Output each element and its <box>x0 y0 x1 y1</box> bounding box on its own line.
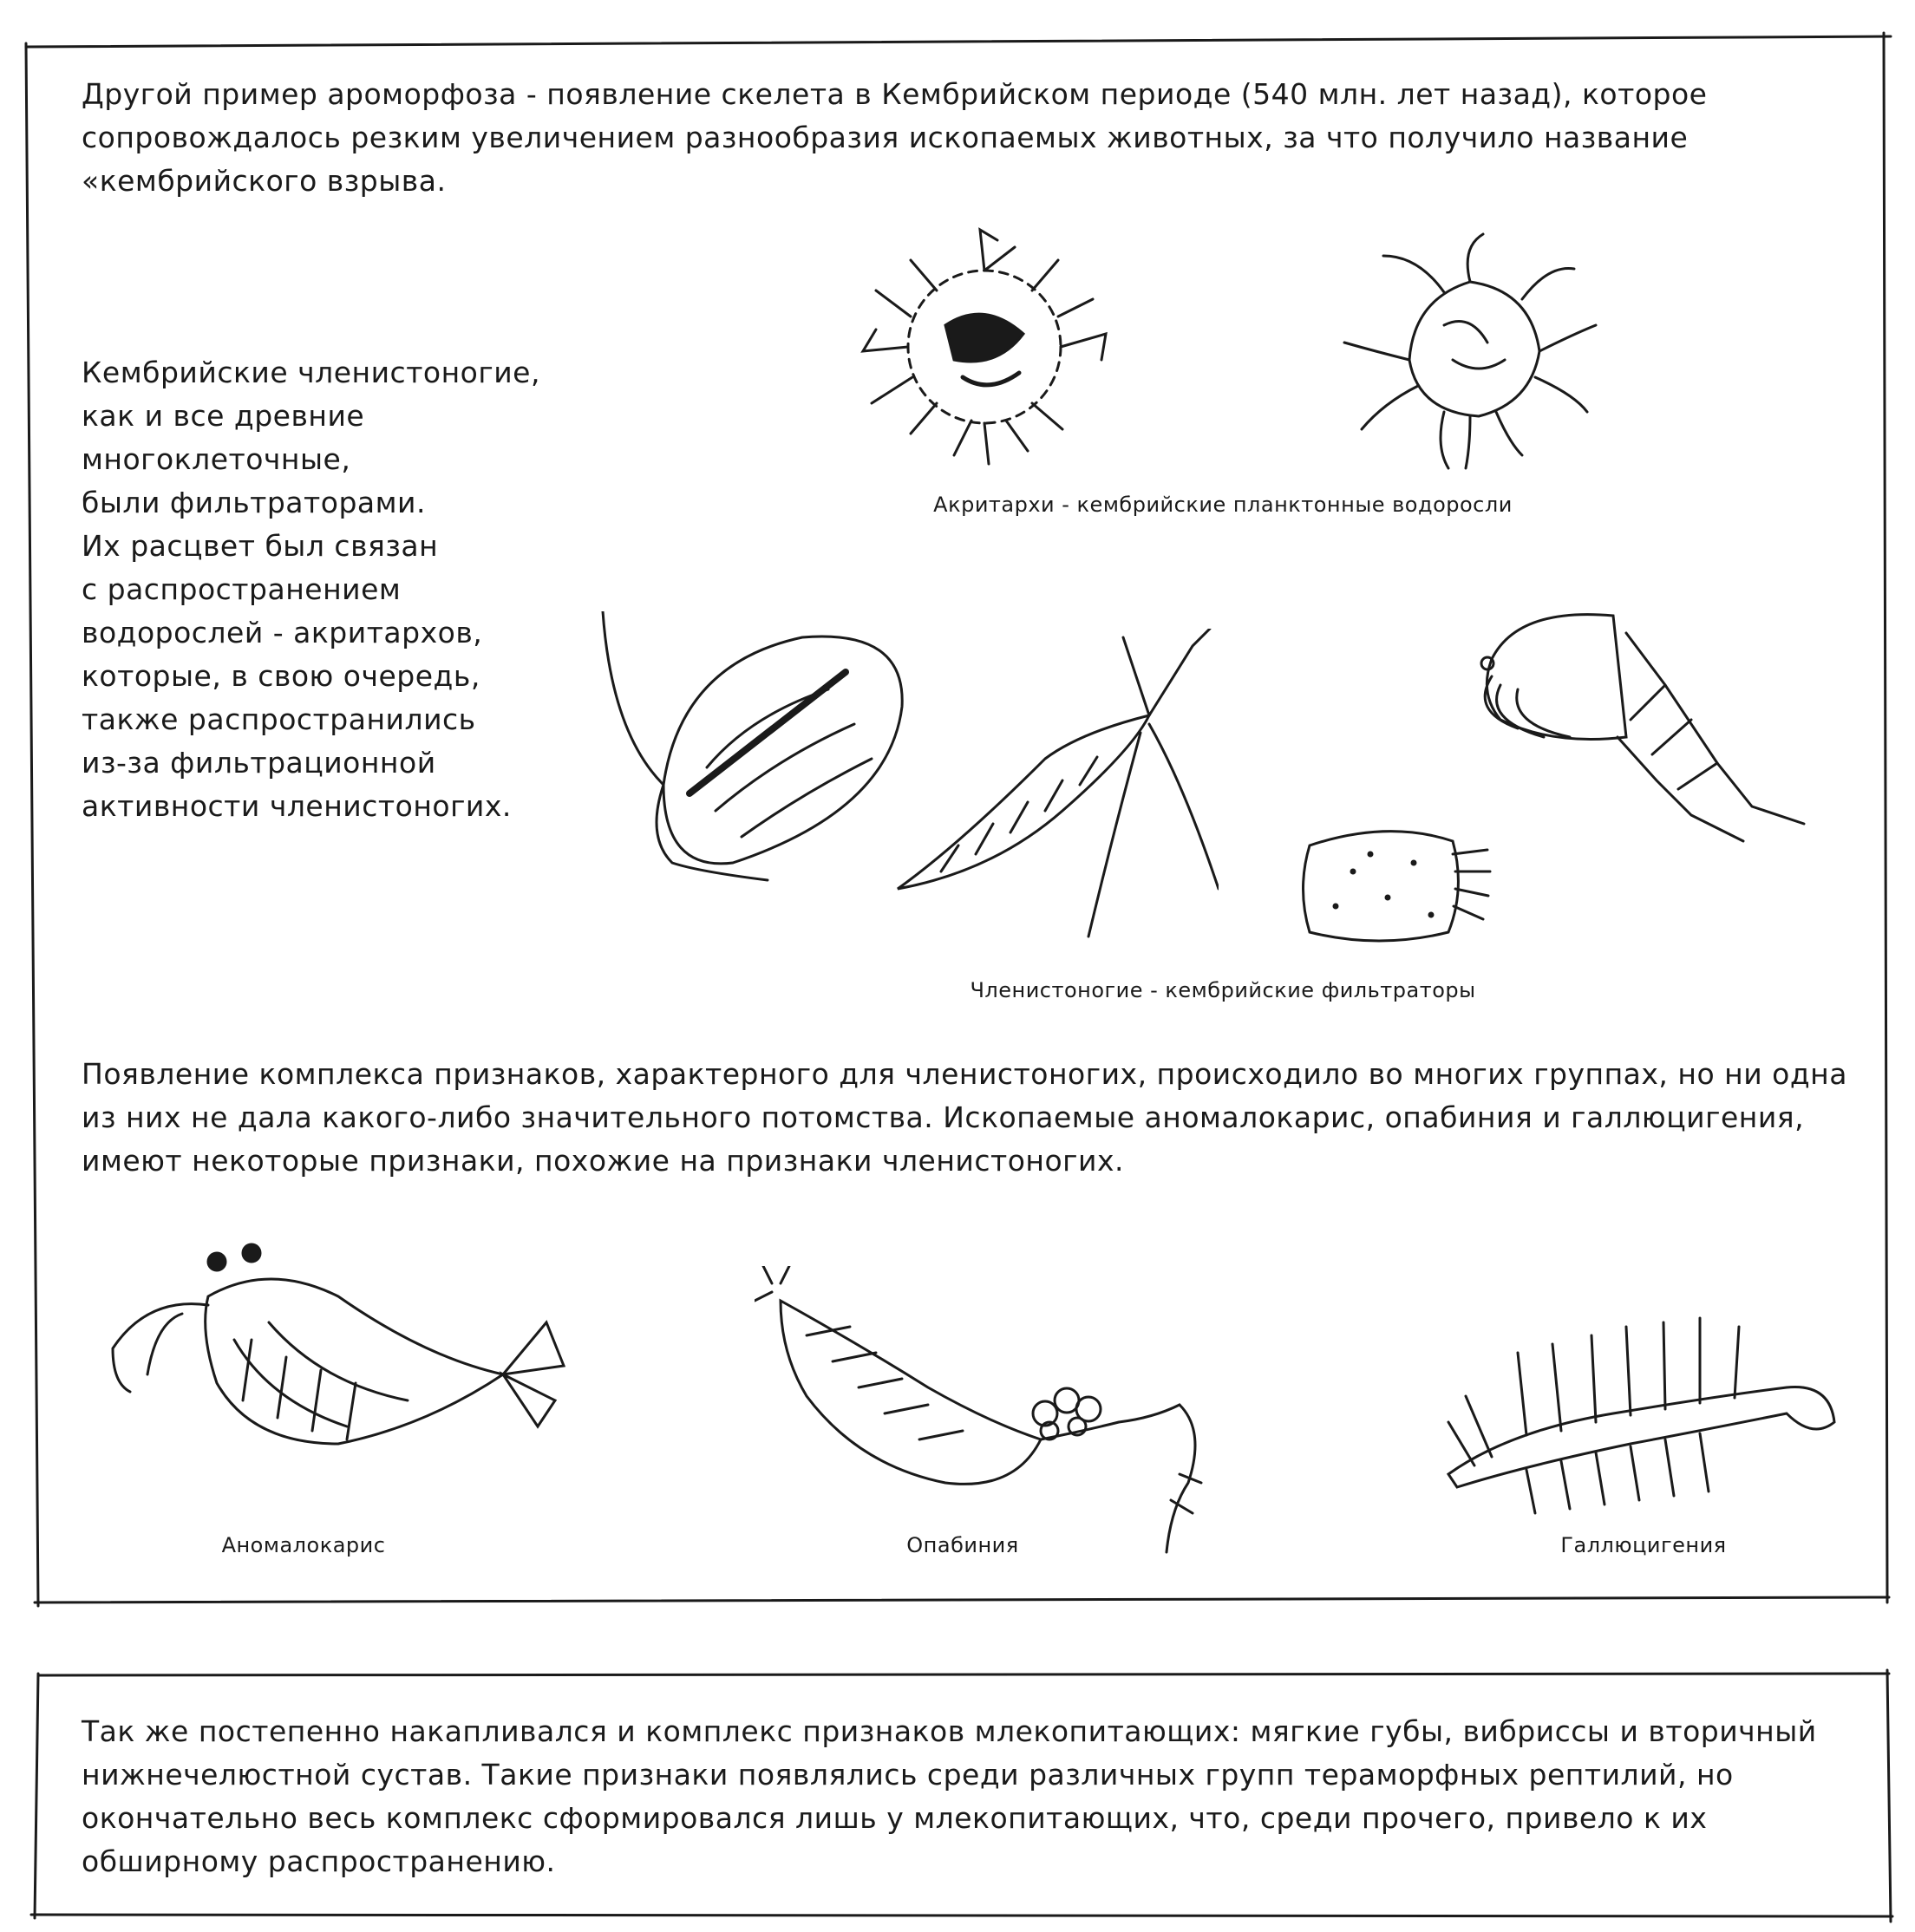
caption-opabinia: Опабиния <box>906 1533 1019 1557</box>
intro-paragraph: Другой пример ароморфоза - появление скелета в Кембрийском периоде (540 млн. лет назад), которое сопровождалось резким увеличением разнообразия ископаемых животных, за что получило название «кембрийского взрыва. <box>82 77 1708 198</box>
caption-anomalocaris: Аномалокарис <box>221 1533 386 1557</box>
anomalocaris-illustration <box>95 1227 581 1504</box>
arthropod-illustration-3 <box>1284 819 1492 950</box>
caption-acritarchs: Акритархи - кембрийские планктонные водоросли <box>933 493 1513 517</box>
arthropod-illustration-2 <box>889 629 1219 941</box>
hallucigenia-illustration <box>1440 1301 1839 1518</box>
bottom-paragraph: Так же постепенно накапливался и комплекс признаков млекопитающих: мягкие губы, вибриссы и вторичный нижнечелюстной сустав. Такие признаки появлялись среди различных групп тераморфных рептилий, но окончательно весь комплекс сформировался лишь у млекопитающих, что, среди прочего, привело к их обширному распространению. <box>82 1714 1817 1878</box>
arthropod-illustration-1 <box>577 611 906 889</box>
side-text: Кембрийские членистоногие, как и все древние многоклеточные, были фильтраторами. Их расцвет был связан с распространением водорослей - акритархов, которые, в свою очередь, также распространились из-за фильтрационной активности членистоногих. <box>82 356 540 823</box>
acritarch-illustration-1 <box>850 221 1119 473</box>
caption-arthropods: Членистоногие - кембрийские фильтраторы <box>970 978 1476 1002</box>
paragraph-2: Появление комплекса признаков, характерного для членистоногих, происходило во многих группах, но ни одна из них не дала какого-либо значительного потомства. Ископаемые аномалокарис, опабиния и галлюцигения, имеют некоторые признаки, похожие на признаки членистоногих. <box>82 1057 1847 1178</box>
acritarch-illustration-2 <box>1340 230 1600 473</box>
arthropod-illustration-4 <box>1466 607 1830 850</box>
opabinia-illustration <box>755 1266 1240 1561</box>
caption-hallucigenia: Галлюцигения <box>1560 1533 1727 1557</box>
